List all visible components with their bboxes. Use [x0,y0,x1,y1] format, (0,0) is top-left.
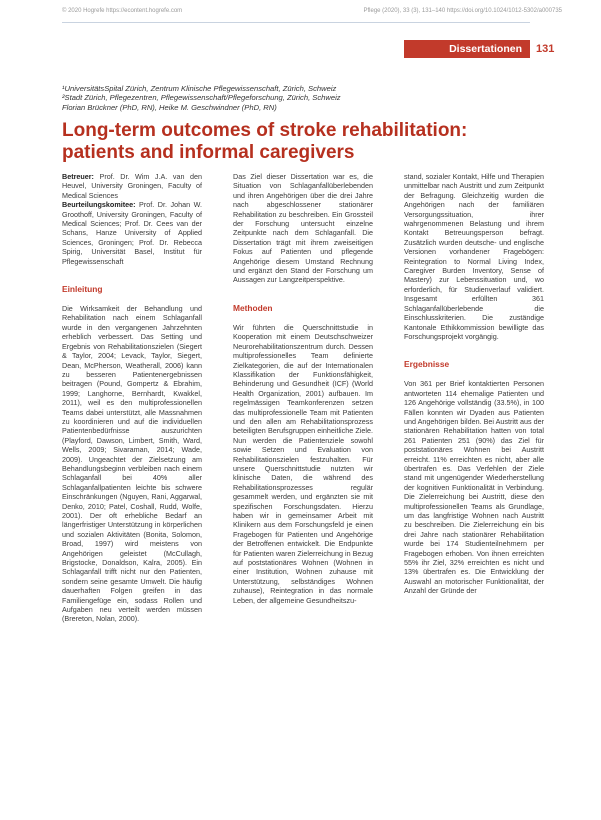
section-heading-methoden: Methoden [233,302,273,313]
running-head-right: Pflege (2020), 33 (3), 131–140 https://doi.org/10.1024/1012-5302/a000735 [363,8,562,14]
affiliation-line: ¹UniversitätsSpital Zürich, Zentrum Klinische Pflegewissenschaft, Zürich, Schweiz [62,84,337,93]
page-number: 131 [536,43,555,55]
header-rule [62,22,530,23]
promoter-block [62,172,202,200]
text-column-2 [233,172,373,605]
text-column-3 [404,172,544,596]
author-affiliations [62,84,522,112]
body-paragraph: Von 361 per Brief kontaktierten Personen antworteten 114 ehemalige Patienten und 126 Angehörige vollständig (33.5%), in 100 Fällen konnten wir Dyaden aus Patienten und Angehörigen bilden. Bei Austritt aus der stationären Rehabilitation hatten von total 261 Patienten 251 (90%) das Ziel für poststationäres Wohnen bei Austritt erreicht. 11% erreichten es nicht, aber alle übertrafen es. Das Verfehlen der Ziele stand mit ungenügender Wiederherstellung der kognitiven Funktionalität in Verbindung. Die Zielerreichung bei Austritt, diese den multiprofessionellen Teams als Grundlage, um das langfristige Wohnen nach Austritt zu beschreiben. Die Zielerreichung ein bis drei Jahre nach stationärer Rehabilitation wurde bei 174 Studienteilnehmern per Fragebogen erhoben. Von ihnen erreichten 55% ihr Ziel, 32% erreichten es nicht und 13% übertrafen es. Die Entwicklung der Auswahl an motorischer Funktionalität, der Anzahl der Gründe der [404,379,544,596]
running-head-left: © 2020 Hogrefe https://econtent.hogrefe.com [62,8,183,14]
body-paragraph: Die Wirksamkeit der Behandlung und Rehabilitation nach einem Schlaganfall wurde in den vergangenen Jahrzehnten erheblich verbessert. Das Setting und Ergebnis von Rehabilitationszielen (Siegert & Taylor, 2004; Levack, Taylor, Siegert, Dean, McPherson, Weatherall, 2006) kann zu besseren Patientenergebnissen beitragen (Pound, Gompertz & Ebrahim, 1999; Langhorne, Bernhardt, Kwakkel, 2011), weil es den multiprofessionellen Teams dabei unterstützt, alle Massnahmen zu koordinieren und auf die individuellen Patientenbedürfnisse auszurichten (Playford, Dawson, Limbert, Smith, Ward, Wells, 2009; Sivaraman, 2014; Wade, 2009). Ungeachtet der Zielsetzung am Behandlungsbeginn verbleiben nach einem Schlaganfall bei 40% aller Schlaganfallpatienten leichte bis schwere Einschränkungen (Nguyen, Rani, Aggarwal, Denko, 2010; Patel, Coshall, Rudd, Wolfe, 2001). Der oft erhebliche Bedarf an längerfristiger Unterstützung in körperlichen und sozialen Aktivitäten (Bonita, Solomon, Broad, 1997) wird meistens von Angehörigen geleistet (McCullagh, Brigstocke, Donaldson, Kalra, 2005). Ein Schlaganfall trifft nicht nur den Patienten, sondern seine gesamte Umwelt. Die häufig dauerhaften Folgen greifen in das Familiengefüge ein, sodass Rollen und Aufgaben neu verteilt werden müssen (Brereton, Nolan, 2000). [62,304,202,624]
author-names: Florian Brückner (PhD, RN), Heike M. Geschwindner (PhD, RN) [62,102,277,112]
text-column-1 [62,172,202,624]
section-heading-ergebnisse: Ergebnisse [404,359,450,370]
committee-text: Beurteilungskomitee: Prof. Dr. Johan W. Groothoff, University Groningen, Faculty of Medical Sciences; Prof. Dr. Cees van der Schans, Hanze University of Applied Sciences, Groningen; Prof. Dr. Rebecca Spirig, Universität Basel, Institut für Pflegewissenschaft [62,200,202,266]
body-paragraph: stand, sozialer Kontakt, Hilfe und Therapien unmittelbar nach Austritt und zum Zeitpunkt der Befragung. Gleichzeitig wurden die Angehörigen nach der familiären Versorgungssituation, ihrer wahrgenommenen Belastung und ihrem Kontakt Betreuungsperson befragt. Zusätzlich wurden deutsche- und englische Versionen vorhandener Fragebögen: Reintegration to Normal Living Index, Caregiver Burden Inventory, Sense of Mastery) zur Lebenssituation und, wo erforderlich, für Studienverlauf validiert. Insgesamt erfüllten 361 Schlaganfallüberlebende die Einschlusskriterien. Die zuständige Kantonale Ethikkommission bewilligte das Forschungsprojekt vorgängig. [404,172,544,341]
body-paragraph: Das Ziel dieser Dissertation war es, die Situation von Schlaganfallüberlebenden und ihren Angehörigen über die drei Jahre nach abgeschlossener stationärer Rehabilitation zu beschreiben. Ein Grossteil der Forschung untersucht einzelne Zeitpunkte nach dem Schlaganfall. Die Dissertation trägt mit ihrem zweiseitigen Fokus auf Patienten und pflegende Angehörige diesem Umstand Rechnung und ergänzt den Stand der Forschung um Aussagen zur Langzeitperspektive. [233,172,373,285]
title-line: Long-term outcomes of stroke rehabilitation: [62,120,468,141]
section-tab-label: Dissertationen [449,43,522,55]
section-heading-einleitung: Einleitung [62,284,103,295]
committee-block [62,200,202,266]
affiliation-line: ²Stadt Zürich, Pflegezentren, Pflegewissenschaft/Pflegeforschung, Zürich, Schweiz [62,93,341,103]
title-line: patients and informal caregivers [62,142,355,163]
body-paragraph: Wir führten die Querschnittstudie in Kooperation mit einem Deutschschweizer Neurorehabilitationszentrum durch. Dessen multiprofessionelles Team definierte Zielkategorien, die auf der Internationalen Klassifikation der Funktionsfähigkeit, Behinderung und Gesundheit (ICF) (World Health Organization, 2001) aufbauen. Im regelmässigen Teamkonferenzen setzen das multiprofessionelle Team mit Patienten und den allen am Rehabilitationsprozess beteiligten Berufsgruppen einheitliche Ziele. Nun werden die Patientenziele sowohl sowie Setzen und Evaluation von Rehabilitationszielen festzuhalten. Für unsere Querschnittstudie nutzten wir klinische Daten, die während des Rehabilitationsprozesses regulär gesammelt werden, und ergänzten sie mit spezifischen Forschungsdaten. Hierzu haben wir in gemeinsamer Arbeit mit Klinikern aus dem Forschungsfeld je einen Fragebogen für Patienten und Angehörige der Betroffenen entwickelt. Die Endpunkte für Patienten waren Zielerreichung in Bezug auf poststationäres Wohnen (Wohnen in einer Institution, Wohnen zuhause mit Unterstützung, selbständiges Wohnen zuhause), Reintegration in das normale Leben, der allgemeine Gesundheitszu- [233,322,373,605]
section-tab [404,40,530,58]
article-title [62,120,532,164]
promoter-text: Betreuer: Prof. Dr. Wim J.A. van den Heuvel, University Groningen, Faculty of Medical Sciences [62,172,202,200]
running-head [62,8,562,20]
